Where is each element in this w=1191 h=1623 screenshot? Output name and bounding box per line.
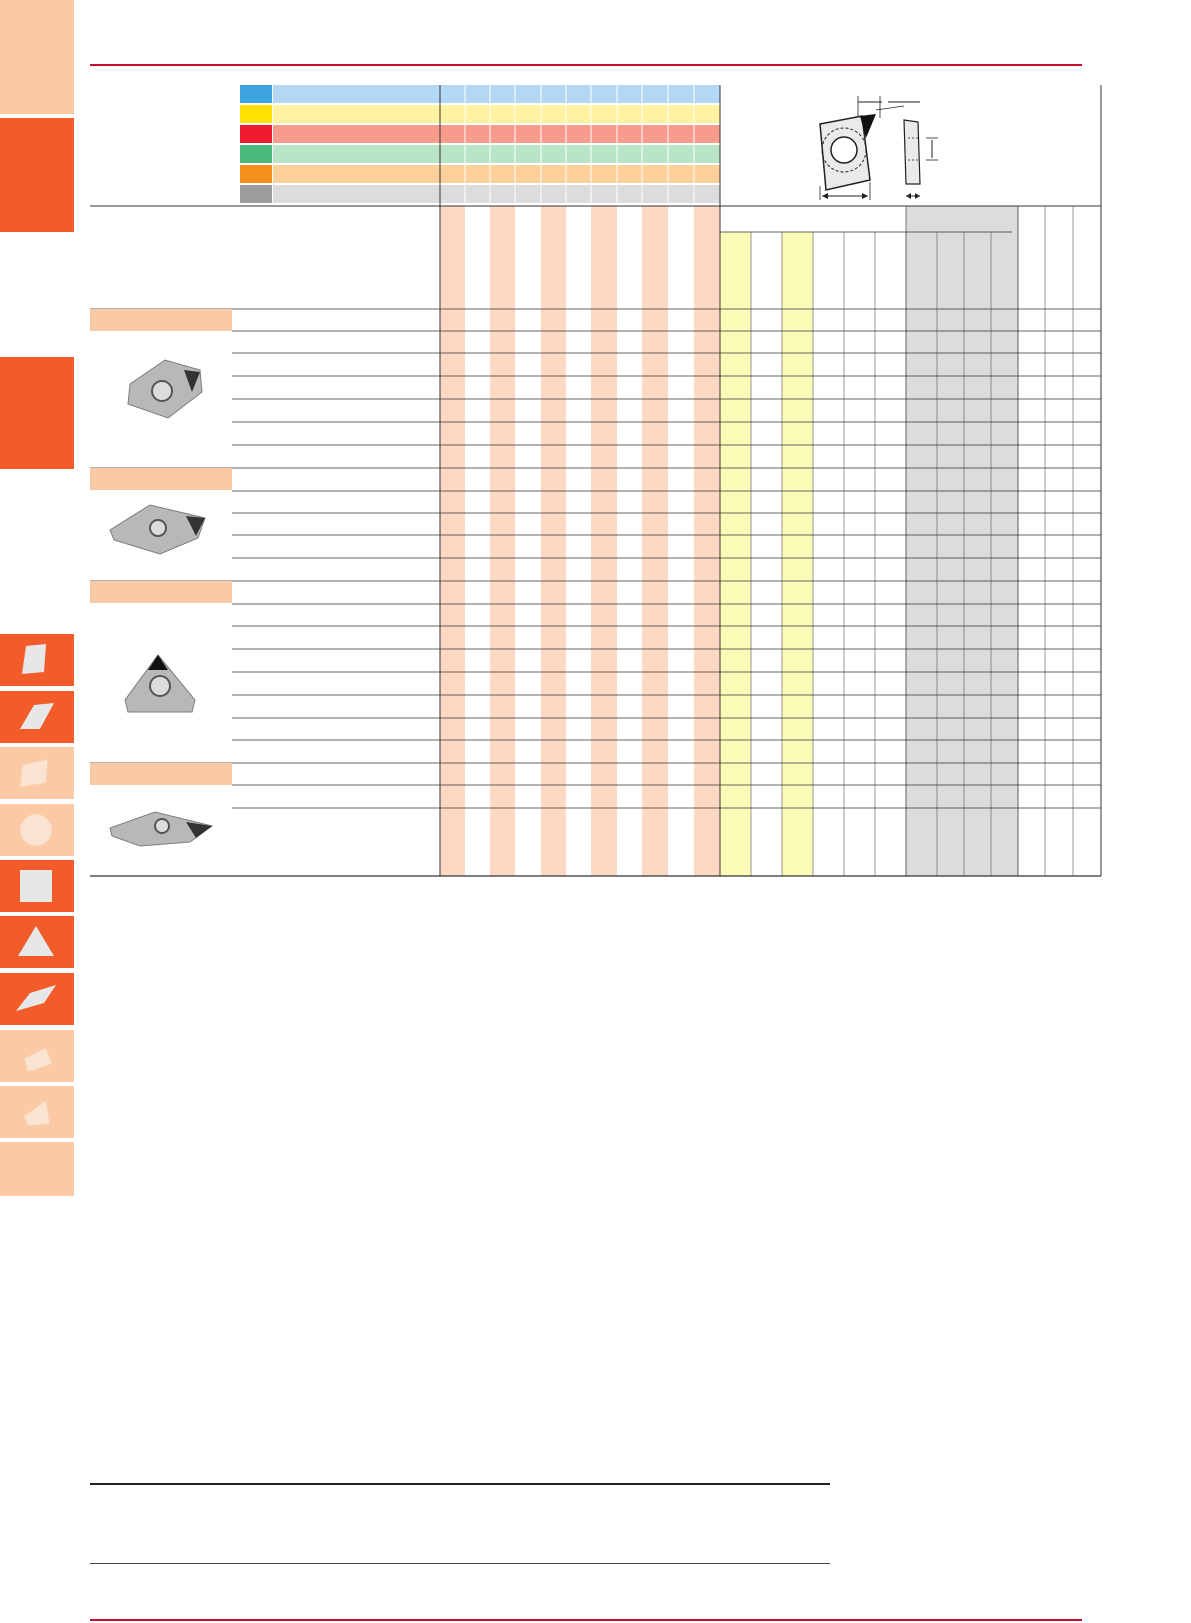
dimension-column-shade (782, 232, 813, 876)
tab-other[interactable] (0, 1086, 74, 1138)
insert-hole-icon (152, 381, 172, 401)
insert-hole-icon (150, 520, 166, 536)
insert-hole-icon (150, 676, 170, 696)
trigon-icon (6, 1034, 66, 1078)
rhombus-35-icon (6, 977, 66, 1021)
grade-column-shade (490, 206, 515, 876)
tab-rhombus-v[interactable] (0, 973, 74, 1025)
footnote-rule-top (90, 1483, 830, 1485)
dimension-column-shade (906, 206, 1018, 876)
grade-column-shade (541, 206, 566, 876)
group-header-band (90, 468, 232, 490)
grade-column-shade (694, 206, 720, 876)
footnote-rule-bottom (90, 1563, 830, 1564)
tab-triangle-t[interactable] (0, 916, 74, 968)
group-header-band (90, 763, 232, 785)
grade-column-shade (591, 206, 617, 876)
triangle-icon (6, 920, 66, 964)
insert-hole-icon (155, 819, 169, 833)
insert-dimension-diagram (812, 90, 972, 205)
dimension-column-shade (720, 232, 751, 876)
tab-bottom-light[interactable] (0, 1142, 74, 1196)
other-shape-icon (6, 1090, 66, 1134)
grade-column-shade (642, 206, 668, 876)
grade-column-shade (440, 206, 465, 876)
insert-tip-icon (148, 655, 168, 670)
group-header-band (90, 581, 232, 603)
footer-rule (90, 1619, 1082, 1621)
tab-trigon-w[interactable] (0, 1030, 74, 1082)
group-header-band (90, 309, 232, 331)
